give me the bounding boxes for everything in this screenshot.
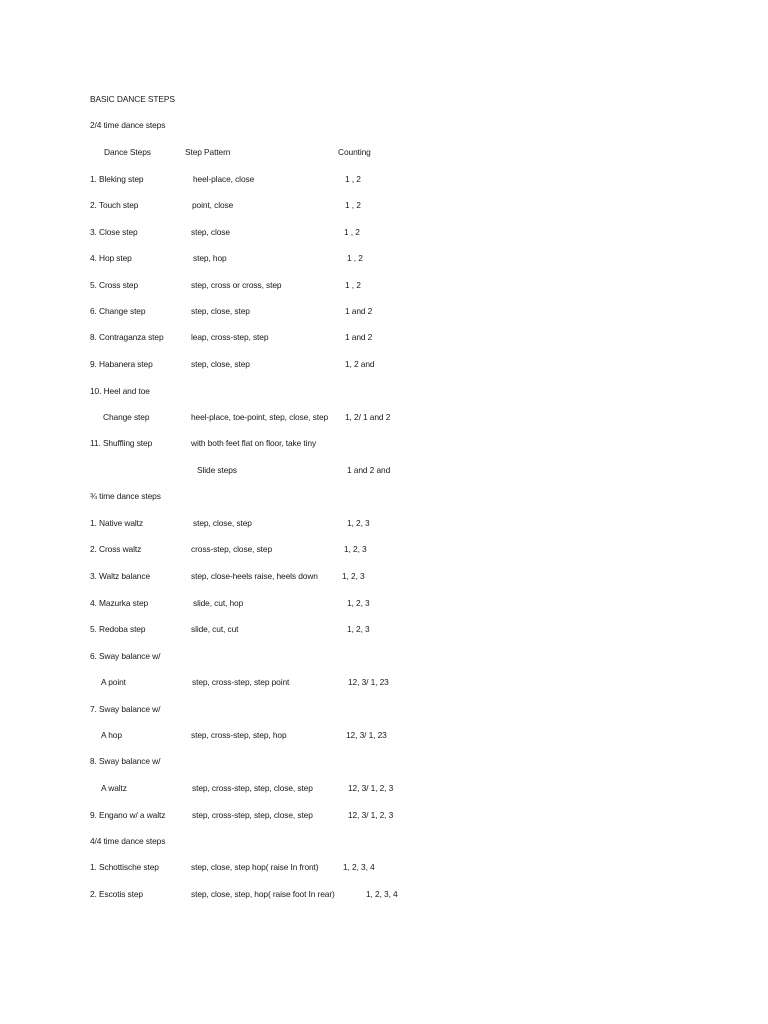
step-count: 1 and 2 (345, 306, 373, 316)
step-count: 12, 3/ 1, 23 (348, 677, 389, 687)
step-name: 11. Shuffling step (90, 438, 153, 448)
step-pattern: step, close, step (191, 306, 250, 316)
step-count: 1 , 2 (345, 200, 361, 210)
step-name: 7. Sway balance w/ (90, 704, 161, 714)
step-name-continued: A hop (101, 730, 122, 740)
column-header-counting: Counting (338, 147, 371, 157)
step-count: 1, 2, 3 (347, 518, 370, 528)
step-count: 1, 2, 3 (347, 624, 370, 634)
section-heading-4-4: 4/4 time dance steps (90, 836, 166, 846)
step-count: 1 and 2 (345, 332, 373, 342)
step-pattern: step, close (191, 227, 230, 237)
step-count: 1 , 2 (345, 174, 361, 184)
step-pattern: step, close, step (191, 359, 250, 369)
step-pattern: step, hop (193, 253, 227, 263)
step-pattern: slide, cut, cut (191, 624, 239, 634)
step-name: 3. Waltz balance (90, 571, 151, 581)
step-count: 1, 2, 3 (342, 571, 365, 581)
column-header-dance-steps: Dance Steps (104, 147, 151, 157)
step-count: 1, 2, 3, 4 (366, 889, 398, 899)
step-count: 12, 3/ 1, 2, 3 (348, 810, 394, 820)
step-pattern: step, cross-step, step, close, step (192, 783, 313, 793)
step-count: 1 and 2 and (347, 465, 391, 475)
step-pattern: step, cross or cross, step (191, 280, 282, 290)
step-pattern: step, close, step hop( raise In front) (191, 862, 319, 872)
step-count: 1, 2 and (345, 359, 375, 369)
step-pattern: heel-place, close (193, 174, 255, 184)
step-pattern: with both feet flat on floor, take tiny (191, 438, 317, 448)
step-name: 2. Touch step (90, 200, 139, 210)
step-count: 1, 2, 3, 4 (343, 862, 375, 872)
step-count: 1 , 2 (345, 280, 361, 290)
step-pattern: step, cross-step, step, close, step (192, 810, 313, 820)
column-header-step-pattern: Step Pattern (185, 147, 231, 157)
step-pattern-continued: Slide steps (197, 465, 237, 475)
step-name: 2. Escotis step (90, 889, 143, 899)
step-pattern: step, close-heels raise, heels down (191, 571, 318, 581)
step-count: 1, 2, 3 (344, 544, 367, 554)
step-pattern: step, cross-step, step point (192, 677, 290, 687)
step-count: 12, 3/ 1, 23 (346, 730, 387, 740)
step-pattern: step, close, step, hop( raise foot In rear) (191, 889, 335, 899)
step-count: 12, 3/ 1, 2, 3 (348, 783, 394, 793)
step-pattern: slide, cut, hop (193, 598, 244, 608)
step-name-continued: A waltz (101, 783, 127, 793)
document-title: BASIC DANCE STEPS (90, 94, 175, 104)
step-name-continued: A point (101, 677, 126, 687)
step-count: 1 , 2 (344, 227, 360, 237)
step-pattern: point, close (192, 200, 234, 210)
section-heading-2-4: 2/4 time dance steps (90, 120, 166, 130)
step-name: 4. Hop step (90, 253, 132, 263)
step-name-continued: Change step (103, 412, 150, 422)
step-name: 6. Change step (90, 306, 146, 316)
step-pattern: step, close, step (193, 518, 252, 528)
step-name: 9. Engano w/ a waltz (90, 810, 166, 820)
step-name: 1. Bleking step (90, 174, 144, 184)
step-name: 8. Sway balance w/ (90, 756, 161, 766)
step-pattern: leap, cross-step, step (191, 332, 269, 342)
step-name: 3. Close step (90, 227, 138, 237)
step-name: 8. Contraganza step (90, 332, 164, 342)
step-name: 6. Sway balance w/ (90, 651, 161, 661)
step-name: 9. Habanera step (90, 359, 153, 369)
step-name: 4. Mazurka step (90, 598, 149, 608)
section-heading-3-4: ¾ time dance steps (90, 491, 161, 501)
step-pattern: heel-place, toe-point, step, close, step (191, 412, 329, 422)
step-count: 1, 2/ 1 and 2 (345, 412, 391, 422)
step-name: 10. Heel and toe (90, 386, 150, 396)
step-count: 1, 2, 3 (347, 598, 370, 608)
step-pattern: step, cross-step, step, hop (191, 730, 287, 740)
step-count: 1 , 2 (347, 253, 363, 263)
step-name: 5. Redoba step (90, 624, 146, 634)
step-name: 1. Native waltz (90, 518, 143, 528)
step-pattern: cross-step, close, step (191, 544, 273, 554)
step-name: 5. Cross step (90, 280, 139, 290)
step-name: 2. Cross waltz (90, 544, 142, 554)
step-name: 1. Schottische step (90, 862, 159, 872)
